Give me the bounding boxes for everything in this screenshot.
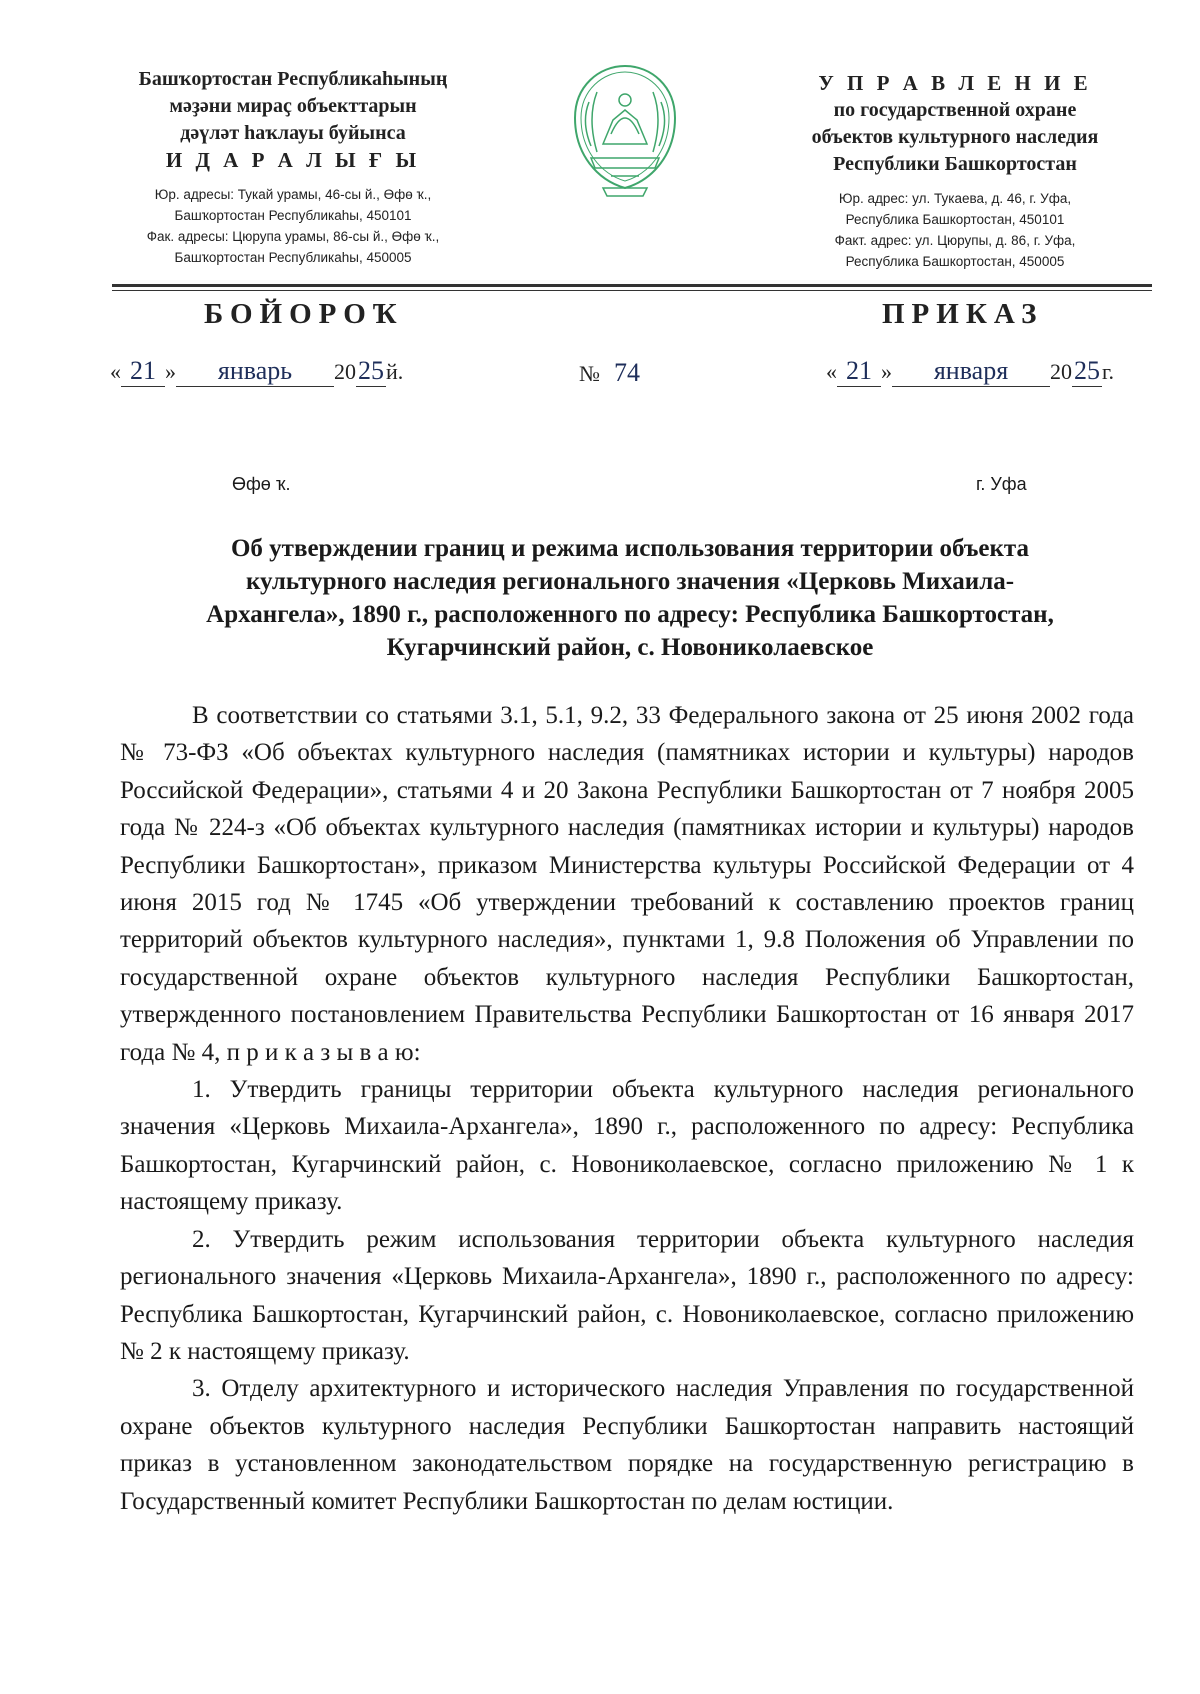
title-line: Кугарчинский район, с. Новониколаевское: [386, 634, 874, 661]
address-line: Факт. адрес: ул. Цюрупы, д. 86, г. Уфа,: [834, 233, 1076, 248]
date-bashkir: [110, 356, 403, 387]
document-body: [120, 697, 1134, 1520]
address-line: Фак. адресы: Цюрупа урамы, 86-сы й., Өфө ҡ.,: [146, 229, 440, 244]
document-title: [120, 532, 1140, 664]
year-suffix: 25: [358, 356, 384, 385]
quote-open: «: [826, 359, 837, 384]
address-russian: [780, 188, 1130, 272]
date-month: январь: [176, 356, 334, 387]
order-title-bashkir: БОЙОРОҠ: [204, 298, 404, 330]
address-line: Юр. адрес: ул. Тукаева, д. 46, г. Уфа,: [838, 191, 1072, 206]
address-line: Юр. адресы: Тукай урамы, 46-сы й., Өфө ҡ.,: [154, 187, 432, 202]
quote-close: »: [165, 359, 176, 384]
order-number: [579, 358, 640, 388]
org-name-bashkir-line-3: дәүләт һаҡлауы буйынса: [180, 122, 406, 144]
coat-of-arms-icon: [567, 62, 683, 200]
address-line: Башҡортостан Республикаһы, 450101: [174, 208, 412, 223]
org-name-bashkir-line-4: И Д А Р А Л Ы Ғ Ы: [165, 148, 421, 172]
preamble-paragraph: В соответствии со статьями 3.1, 5.1, 9.2, 33 Федерального закона от 25 июня 2002 года № 73-ФЗ «Об объектах культурного наследия (памятниках истории и культуры) народов Российской Федерации», статьями 4 и 20 Закона Республики Башкортостан от 7 ноября 2005 года № 224-з «Об объектах культурного наследия (памятниках истории и культуры) народов Республики Башкортостан», приказом Министерства культуры Российской Федерации от 4 июня 2015 год № 1745 «Об утверждении требований к составлению проектов границ территорий объектов культурного наследия», пунктами 1, 9.8 Положения об Управлении по государственной охране объектов культурного наследия Республики Башкортостан, утвержденного постановлением Правительства Республики Башкортостан от 16 января 2017 года № 4, п р и к а з ы в а ю:: [120, 702, 1134, 1066]
org-name-russian-line-1: У П Р А В Л Е Н И Е: [818, 71, 1092, 95]
order-item-2: 2. Утвердить режим использования территории объекта культурного наследия регионального значения «Церковь Михаила-Архангела», 1890 г., расположенного по адресу: Республика Башкортостан, Кугарчинский район, с. Новониколаевское, согласно приложению № 2 к настоящему приказу.: [120, 1225, 1134, 1365]
order-item-3: 3. Отделу архитектурного и исторического наследия Управления по государственной охране объектов культурного наследия Республики Башкортостан направить настоящий приказ в установленном законодательством порядке на государственную регистрацию в Государственный комитет Республики Башкортостан по делам юстиции.: [120, 1375, 1134, 1515]
title-line: Об утверждении границ и режима использования территории объекта: [230, 535, 1030, 562]
year-prefix: 20: [1050, 359, 1072, 384]
org-name-russian-line-2: по государственной охране: [833, 99, 1077, 121]
number-value: 74: [614, 358, 640, 387]
order-item-1: 1. Утвердить границы территории объекта культурного наследия регионального значения «Церковь Михаила-Архангела», 1890 г., расположенного по адресу: Республика Башкортостан, Кугарчинский район, с. Новониколаевское, согласно приложению № 1 к настоящему приказу.: [120, 1076, 1134, 1216]
org-name-russian-line-3: объектов культурного наследия: [811, 126, 1099, 148]
date-day: 21: [837, 356, 881, 387]
org-name-bashkir-line-1: Башҡортостан Республикаһының: [138, 68, 448, 90]
city-russian: г. Уфа: [976, 474, 1027, 494]
quote-open: «: [110, 359, 121, 384]
title-line: культурного наследия регионального значения «Церковь Михаила-: [245, 568, 1015, 595]
year-unit: й.: [386, 359, 404, 384]
city-bashkir: Өфө ҡ.: [232, 474, 291, 494]
date-month: января: [892, 356, 1050, 387]
date-russian: [826, 356, 1114, 387]
address-line: Республика Башкортостан, 450005: [845, 254, 1065, 269]
address-line: Республика Башкортостан, 450101: [845, 212, 1065, 227]
title-line: Архангела», 1890 г., расположенного по адресу: Республика Башкортостан,: [206, 601, 1054, 628]
year-unit: г.: [1102, 359, 1115, 384]
address-line: Башҡортостан Республикаһы, 450005: [174, 250, 412, 265]
address-bashkir: [108, 184, 478, 268]
org-name-bashkir-line-2: мәҙәни мираҫ объекттарын: [169, 95, 417, 117]
header-divider-thin: [112, 290, 1152, 291]
header-divider-thick: [112, 284, 1152, 287]
year-prefix: 20: [334, 359, 356, 384]
quote-close: »: [881, 359, 892, 384]
date-day: 21: [121, 356, 165, 387]
year-suffix: 25: [1074, 356, 1100, 385]
order-title-russian: ПРИКАЗ: [882, 298, 1044, 330]
org-name-russian-line-4: Республики Башкортостан: [833, 153, 1077, 175]
number-sign: №: [579, 361, 600, 386]
header-right: [780, 70, 1130, 272]
header-left: [108, 66, 478, 268]
